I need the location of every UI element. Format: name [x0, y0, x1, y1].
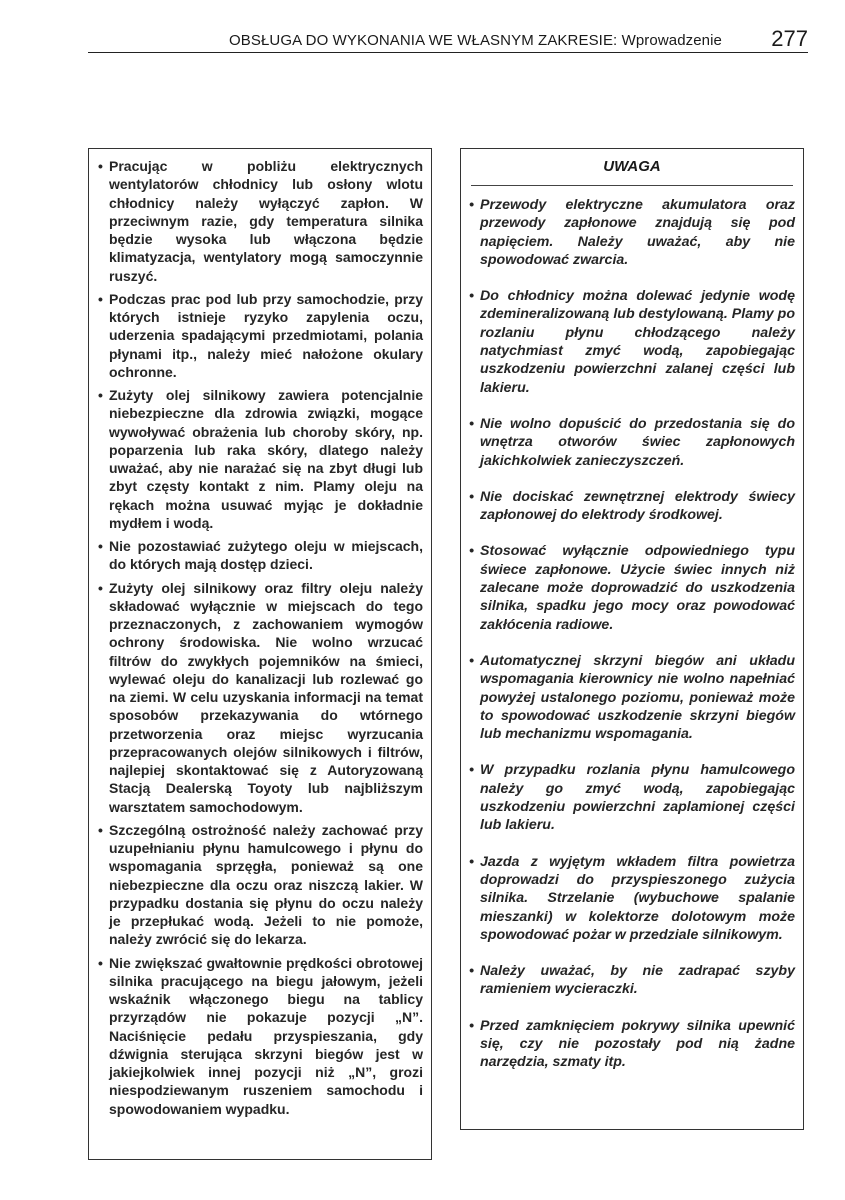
list-item: [469, 962, 795, 999]
list-item-text: Zużyty olej silnikowy oraz filtry oleju należy składować wyłącznie w miejscach do tego przeznaczonych, z zachowaniem wymogów ochrony środowiska. Nie wolno wrzucać filtrów do zwykłych pojemników na śmieci, wylewać oleju do kanalizacji lub rozlewać go na ziemi. W celu uzyskania informacji na temat sposobów przekazywania do wtórnego przetworzenia oraz miejsc wyrzucania przepracowanych olejów silnikowych i filtrów, najlepiej skontaktować się z Autoryzowaną Stacją Dealerską Toyoty lub najbliższym warsztatem samochodowym.: [109, 579, 423, 815]
bullet-icon: •: [469, 652, 474, 669]
left-column-box: [88, 148, 432, 1160]
list-item-text: Szczególną ostrożność należy zachować przy uzupełnianiu płynu hamulcowego i płynu do wspomagania sprzęgła, ponieważ są one niebezpieczne dla oczu oraz niszczą lakier. W przypadku dostania się płynu do oczu należy je przepłukać wodą. Jeżeli to nie pomoże, należy zwrócić się do lekarza.: [109, 821, 423, 948]
list-item-text: Do chłodnicy można dolewać jedynie wodę zdemineralizowaną lub destylowaną. Plamy po rozlaniu płynu chłodzącego należy natychmiast zmyć wodą, zapobiegając uszkodzeniu powierzchni zalanej części lub lakieru.: [480, 288, 795, 396]
list-item: [98, 537, 423, 574]
bullet-icon: •: [469, 288, 474, 305]
list-item: [98, 821, 423, 949]
list-item: [469, 853, 795, 944]
page-header: [88, 26, 808, 53]
bullet-icon: •: [469, 488, 474, 505]
bullet-icon: •: [469, 1017, 474, 1034]
list-item: [469, 287, 795, 397]
list-item-text: Jazda z wyjętym wkładem filtra powietrza doprowadzi do przyspieszonego zużycia silnika. Strzelanie (wybuchowe spalanie mieszanki) w kolektorze dolotowym może spowodować pożar w przedziale silnikowym.: [480, 853, 795, 943]
list-item: [469, 488, 795, 525]
bullet-icon: •: [98, 538, 103, 554]
bullet-icon: •: [98, 290, 103, 307]
list-item: [469, 761, 795, 834]
list-item-text: Przed zamknięciem pokrywy silnika upewnić się, czy nie pozostały pod nią żadne narzędzia, szmaty itp.: [480, 1017, 795, 1071]
list-item-text: Automatycznej skrzyni biegów ani układu wspomagania kierownicy nie wolno napełniać powyżej ustalonego poziomu, ponieważ może to spowodować uszkodzenie skrzyni biegów lub mechanizmu wspomagania.: [480, 652, 795, 743]
page-number: 277: [771, 26, 808, 51]
list-item: [98, 579, 423, 816]
list-item-text: W przypadku rozlania płynu hamulcowego należy go zmyć wodą, zapobiegając uszkodzeniu powierzchni zaplamionej części lub lakieru.: [480, 762, 795, 834]
list-item-text: Nie pozostawiać zużytego oleju w miejscach, do których mają dostęp dzieci.: [109, 538, 423, 573]
list-item: [98, 954, 423, 1118]
list-item: [469, 415, 795, 470]
bullet-icon: •: [469, 415, 474, 432]
list-item-text: Nie dociskać zewnętrznej elektrody świecy zapłonowej do elektrody środkowej.: [480, 488, 795, 524]
warning-list: [469, 186, 795, 1072]
list-item: [469, 542, 795, 633]
list-item: [98, 290, 423, 381]
bullet-icon: •: [469, 197, 474, 213]
header-title: OBSŁUGA DO WYKONANIA WE WŁASNYM ZAKRESIE: Wprowadzenie: [228, 32, 722, 49]
list-item: [98, 157, 423, 285]
bullet-icon: •: [469, 853, 474, 870]
list-item: [98, 386, 423, 532]
list-item-text: Zużyty olej silnikowy zawiera potencjalnie niebezpieczne dla zdrowia związki, mogące wywoływać obrażenia lub choroby skóry, np. poparzenia lub raka skóry, dlatego należy uważać, aby nie narażać się na zbyt długi lub zbyt częsty kontakt z nim. Plamy oleju na rękach można usuwać myjąc je dokładnie mydłem i wodą.: [109, 387, 423, 531]
list-item: [469, 1017, 795, 1072]
warning-box: [460, 148, 804, 1130]
warning-title: UWAGA: [471, 149, 793, 186]
bullet-icon: •: [98, 954, 103, 971]
bullet-icon: •: [98, 158, 103, 174]
list-item: [469, 196, 795, 269]
bullet-icon: •: [98, 579, 103, 596]
list-item-text: Nie zwiększać gwałtownie prędkości obrotowej silnika pracującego na biegu jałowym, jeżeli wskaźnik włączonego biegu na tablicy przyrządów nie pokazuje pozycji „N”. Naciśnięcie pedału przyspieszania, gdy dźwignia sterująca skrzyni biegów jest w jakiejkolwiek innej pozycji niż „N”, grozi niespodziewanym ruszeniem samochodu i spowodowaniem wypadku.: [109, 954, 423, 1117]
list-item-text: Przewody elektryczne akumulatora oraz przewody zapłonowe znajdują się pod napięciem. Należy uważać, aby nie spowodować zwarcia.: [480, 197, 795, 268]
list-item: [469, 652, 795, 743]
left-column-list: [98, 157, 423, 1118]
list-item-text: Pracując w pobliżu elektrycznych wentylatorów chłodnicy lub osłony wlotu chłodnicy należy wyłączyć zapłon. W przeciwnym razie, gdy temperatura silnika będzie wysoka lub włączona będzie klimatyzacja, wentylatory mogą samoczynnie ruszyć.: [109, 158, 423, 284]
bullet-icon: •: [98, 387, 103, 403]
bullet-icon: •: [469, 543, 474, 560]
bullet-icon: •: [469, 963, 474, 980]
list-item-text: Należy uważać, by nie zadrapać szyby ramieniem wycieraczki.: [480, 963, 795, 998]
list-item-text: Podczas prac pod lub przy samochodzie, przy których istnieje ryzyko zapylenia oczu, uderzenia spadającymi przedmiotami, polania płynami itp., należy mieć nałożone okulary ochronne.: [109, 290, 423, 380]
bullet-icon: •: [98, 821, 103, 838]
list-item-text: Nie wolno dopuścić do przedostania się do wnętrza otworów świec zapłonowych jakichkolwiek zanieczyszczeń.: [480, 415, 795, 469]
list-item-text: Stosować wyłącznie odpowiedniego typu świece zapłonowe. Użycie świec innych niż zalecane może doprowadzić do uszkodzenia silnika, spadku jego mocy oraz powodować zakłócenia radiowe.: [480, 543, 795, 633]
bullet-icon: •: [469, 762, 474, 779]
